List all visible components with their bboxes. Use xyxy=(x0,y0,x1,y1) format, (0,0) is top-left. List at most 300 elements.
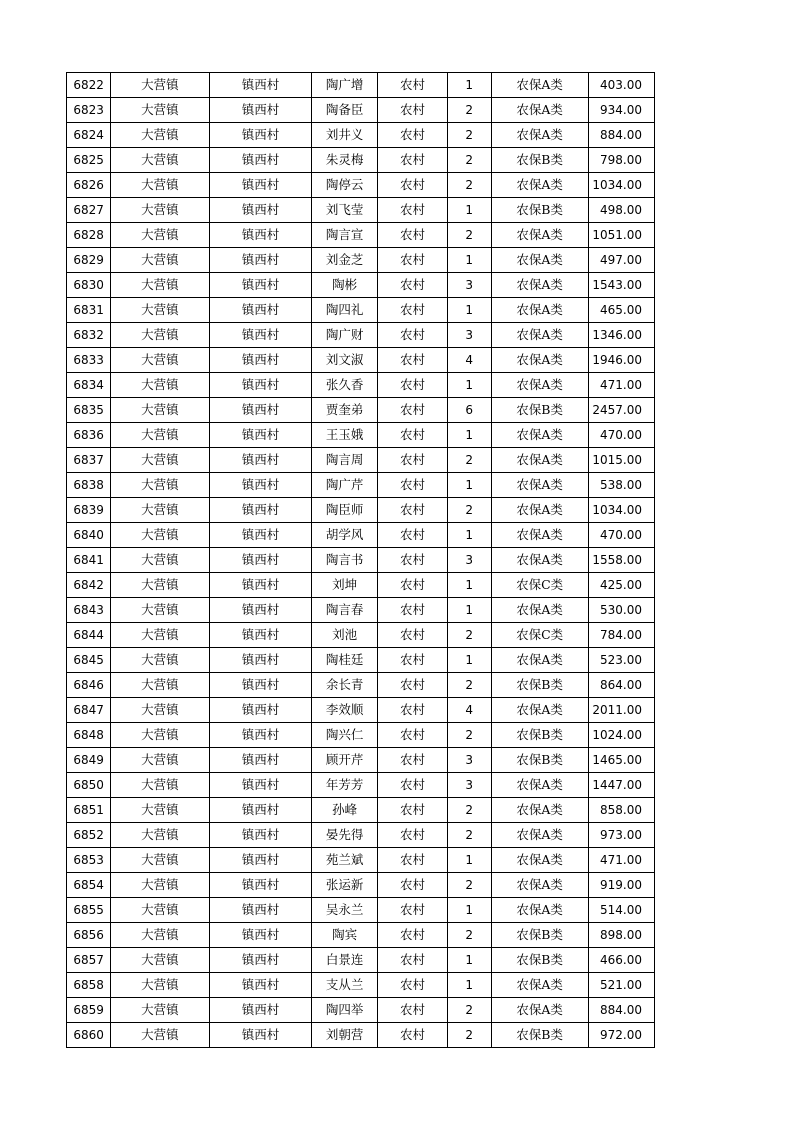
people-count-cell: 4 xyxy=(447,698,491,723)
town-cell: 大营镇 xyxy=(110,423,209,448)
name-cell: 陶言春 xyxy=(311,598,377,623)
household-type-cell: 农村 xyxy=(378,473,447,498)
name-cell: 刘朝营 xyxy=(311,1023,377,1048)
village-cell: 镇西村 xyxy=(209,1023,311,1048)
amount-cell: 498.00 xyxy=(588,198,654,223)
village-cell: 镇西村 xyxy=(209,423,311,448)
insurance-category-cell: 农保C类 xyxy=(491,573,588,598)
household-type-cell: 农村 xyxy=(378,698,447,723)
insurance-category-cell: 农保A类 xyxy=(491,898,588,923)
village-cell: 镇西村 xyxy=(209,123,311,148)
row-number-cell: 6860 xyxy=(67,1023,111,1048)
table-row xyxy=(67,323,655,348)
village-cell: 镇西村 xyxy=(209,98,311,123)
name-cell: 陶言书 xyxy=(311,548,377,573)
row-number-cell: 6857 xyxy=(67,948,111,973)
town-cell: 大营镇 xyxy=(110,848,209,873)
table-row xyxy=(67,823,655,848)
row-number-cell: 6850 xyxy=(67,773,111,798)
village-cell: 镇西村 xyxy=(209,948,311,973)
town-cell: 大营镇 xyxy=(110,123,209,148)
insurance-category-cell: 农保A类 xyxy=(491,423,588,448)
household-type-cell: 农村 xyxy=(378,173,447,198)
household-type-cell: 农村 xyxy=(378,323,447,348)
town-cell: 大营镇 xyxy=(110,723,209,748)
insurance-category-cell: 农保A类 xyxy=(491,373,588,398)
row-number-cell: 6840 xyxy=(67,523,111,548)
table-row xyxy=(67,448,655,473)
people-count-cell: 1 xyxy=(447,948,491,973)
people-count-cell: 1 xyxy=(447,523,491,548)
name-cell: 白景连 xyxy=(311,948,377,973)
village-cell: 镇西村 xyxy=(209,673,311,698)
village-cell: 镇西村 xyxy=(209,448,311,473)
name-cell: 刘池 xyxy=(311,623,377,648)
village-cell: 镇西村 xyxy=(209,748,311,773)
household-type-cell: 农村 xyxy=(378,598,447,623)
insurance-category-cell: 农保A类 xyxy=(491,523,588,548)
table-row xyxy=(67,848,655,873)
town-cell: 大营镇 xyxy=(110,923,209,948)
name-cell: 陶广财 xyxy=(311,323,377,348)
name-cell: 陶广芹 xyxy=(311,473,377,498)
name-cell: 刘井义 xyxy=(311,123,377,148)
row-number-cell: 6826 xyxy=(67,173,111,198)
row-number-cell: 6827 xyxy=(67,198,111,223)
amount-cell: 798.00 xyxy=(588,148,654,173)
table-row xyxy=(67,348,655,373)
amount-cell: 898.00 xyxy=(588,923,654,948)
town-cell: 大营镇 xyxy=(110,648,209,673)
insurance-category-cell: 农保B类 xyxy=(491,148,588,173)
amount-cell: 465.00 xyxy=(588,298,654,323)
row-number-cell: 6829 xyxy=(67,248,111,273)
table-row xyxy=(67,498,655,523)
town-cell: 大营镇 xyxy=(110,198,209,223)
village-cell: 镇西村 xyxy=(209,798,311,823)
amount-cell: 470.00 xyxy=(588,423,654,448)
amount-cell: 864.00 xyxy=(588,673,654,698)
insurance-category-cell: 农保A类 xyxy=(491,648,588,673)
people-count-cell: 1 xyxy=(447,423,491,448)
household-type-cell: 农村 xyxy=(378,398,447,423)
insurance-category-cell: 农保A类 xyxy=(491,498,588,523)
amount-cell: 523.00 xyxy=(588,648,654,673)
insurance-category-cell: 农保B类 xyxy=(491,723,588,748)
household-type-cell: 农村 xyxy=(378,798,447,823)
village-cell: 镇西村 xyxy=(209,698,311,723)
amount-cell: 1447.00 xyxy=(588,773,654,798)
benefit-table xyxy=(66,72,655,1048)
name-cell: 余长青 xyxy=(311,673,377,698)
row-number-cell: 6847 xyxy=(67,698,111,723)
name-cell: 孙峰 xyxy=(311,798,377,823)
table-row xyxy=(67,373,655,398)
amount-cell: 1051.00 xyxy=(588,223,654,248)
household-type-cell: 农村 xyxy=(378,298,447,323)
insurance-category-cell: 农保A类 xyxy=(491,973,588,998)
village-cell: 镇西村 xyxy=(209,473,311,498)
household-type-cell: 农村 xyxy=(378,923,447,948)
name-cell: 陶四礼 xyxy=(311,298,377,323)
household-type-cell: 农村 xyxy=(378,873,447,898)
amount-cell: 784.00 xyxy=(588,623,654,648)
town-cell: 大营镇 xyxy=(110,448,209,473)
town-cell: 大营镇 xyxy=(110,748,209,773)
people-count-cell: 2 xyxy=(447,623,491,648)
row-number-cell: 6849 xyxy=(67,748,111,773)
town-cell: 大营镇 xyxy=(110,223,209,248)
row-number-cell: 6838 xyxy=(67,473,111,498)
row-number-cell: 6823 xyxy=(67,98,111,123)
village-cell: 镇西村 xyxy=(209,223,311,248)
people-count-cell: 2 xyxy=(447,723,491,748)
amount-cell: 514.00 xyxy=(588,898,654,923)
insurance-category-cell: 农保A类 xyxy=(491,873,588,898)
amount-cell: 530.00 xyxy=(588,598,654,623)
amount-cell: 471.00 xyxy=(588,848,654,873)
amount-cell: 470.00 xyxy=(588,523,654,548)
table-row xyxy=(67,598,655,623)
village-cell: 镇西村 xyxy=(209,348,311,373)
amount-cell: 538.00 xyxy=(588,473,654,498)
insurance-category-cell: 农保B类 xyxy=(491,673,588,698)
insurance-category-cell: 农保A类 xyxy=(491,248,588,273)
people-count-cell: 1 xyxy=(447,73,491,98)
name-cell: 张久香 xyxy=(311,373,377,398)
name-cell: 贾奎弟 xyxy=(311,398,377,423)
insurance-category-cell: 农保B类 xyxy=(491,748,588,773)
row-number-cell: 6824 xyxy=(67,123,111,148)
amount-cell: 884.00 xyxy=(588,998,654,1023)
table-row xyxy=(67,148,655,173)
town-cell: 大营镇 xyxy=(110,773,209,798)
name-cell: 朱灵梅 xyxy=(311,148,377,173)
people-count-cell: 3 xyxy=(447,748,491,773)
household-type-cell: 农村 xyxy=(378,573,447,598)
amount-cell: 1946.00 xyxy=(588,348,654,373)
people-count-cell: 2 xyxy=(447,148,491,173)
amount-cell: 1034.00 xyxy=(588,173,654,198)
row-number-cell: 6845 xyxy=(67,648,111,673)
name-cell: 刘金芝 xyxy=(311,248,377,273)
row-number-cell: 6834 xyxy=(67,373,111,398)
name-cell: 陶四举 xyxy=(311,998,377,1023)
table-row xyxy=(67,773,655,798)
village-cell: 镇西村 xyxy=(209,573,311,598)
people-count-cell: 1 xyxy=(447,573,491,598)
name-cell: 陶备臣 xyxy=(311,98,377,123)
household-type-cell: 农村 xyxy=(378,423,447,448)
people-count-cell: 1 xyxy=(447,648,491,673)
village-cell: 镇西村 xyxy=(209,248,311,273)
household-type-cell: 农村 xyxy=(378,123,447,148)
people-count-cell: 2 xyxy=(447,123,491,148)
name-cell: 李效顺 xyxy=(311,698,377,723)
town-cell: 大营镇 xyxy=(110,998,209,1023)
table-row xyxy=(67,948,655,973)
household-type-cell: 农村 xyxy=(378,1023,447,1048)
table-row xyxy=(67,123,655,148)
name-cell: 年芳芳 xyxy=(311,773,377,798)
table-row xyxy=(67,723,655,748)
people-count-cell: 2 xyxy=(447,98,491,123)
row-number-cell: 6844 xyxy=(67,623,111,648)
name-cell: 晏先得 xyxy=(311,823,377,848)
village-cell: 镇西村 xyxy=(209,273,311,298)
village-cell: 镇西村 xyxy=(209,498,311,523)
table-row xyxy=(67,998,655,1023)
row-number-cell: 6855 xyxy=(67,898,111,923)
village-cell: 镇西村 xyxy=(209,848,311,873)
insurance-category-cell: 农保A类 xyxy=(491,323,588,348)
amount-cell: 884.00 xyxy=(588,123,654,148)
village-cell: 镇西村 xyxy=(209,823,311,848)
amount-cell: 919.00 xyxy=(588,873,654,898)
insurance-category-cell: 农保A类 xyxy=(491,223,588,248)
row-number-cell: 6854 xyxy=(67,873,111,898)
people-count-cell: 2 xyxy=(447,1023,491,1048)
row-number-cell: 6843 xyxy=(67,598,111,623)
amount-cell: 466.00 xyxy=(588,948,654,973)
town-cell: 大营镇 xyxy=(110,973,209,998)
people-count-cell: 2 xyxy=(447,873,491,898)
town-cell: 大营镇 xyxy=(110,873,209,898)
people-count-cell: 6 xyxy=(447,398,491,423)
village-cell: 镇西村 xyxy=(209,723,311,748)
insurance-category-cell: 农保B类 xyxy=(491,1023,588,1048)
town-cell: 大营镇 xyxy=(110,298,209,323)
row-number-cell: 6830 xyxy=(67,273,111,298)
table-row xyxy=(67,173,655,198)
insurance-category-cell: 农保A类 xyxy=(491,848,588,873)
row-number-cell: 6842 xyxy=(67,573,111,598)
people-count-cell: 3 xyxy=(447,273,491,298)
amount-cell: 1465.00 xyxy=(588,748,654,773)
table-row xyxy=(67,698,655,723)
household-type-cell: 农村 xyxy=(378,548,447,573)
amount-cell: 471.00 xyxy=(588,373,654,398)
insurance-category-cell: 农保A类 xyxy=(491,348,588,373)
people-count-cell: 1 xyxy=(447,598,491,623)
row-number-cell: 6822 xyxy=(67,73,111,98)
town-cell: 大营镇 xyxy=(110,523,209,548)
row-number-cell: 6831 xyxy=(67,298,111,323)
table-row xyxy=(67,248,655,273)
table-row xyxy=(67,548,655,573)
name-cell: 陶桂廷 xyxy=(311,648,377,673)
household-type-cell: 农村 xyxy=(378,773,447,798)
amount-cell: 425.00 xyxy=(588,573,654,598)
household-type-cell: 农村 xyxy=(378,748,447,773)
town-cell: 大营镇 xyxy=(110,573,209,598)
table-row xyxy=(67,873,655,898)
village-cell: 镇西村 xyxy=(209,73,311,98)
insurance-category-cell: 农保A类 xyxy=(491,548,588,573)
people-count-cell: 2 xyxy=(447,998,491,1023)
table-row xyxy=(67,273,655,298)
insurance-category-cell: 农保A类 xyxy=(491,448,588,473)
amount-cell: 1034.00 xyxy=(588,498,654,523)
name-cell: 陶彬 xyxy=(311,273,377,298)
row-number-cell: 6839 xyxy=(67,498,111,523)
table-row xyxy=(67,673,655,698)
row-number-cell: 6859 xyxy=(67,998,111,1023)
town-cell: 大营镇 xyxy=(110,148,209,173)
town-cell: 大营镇 xyxy=(110,823,209,848)
insurance-category-cell: 农保C类 xyxy=(491,623,588,648)
insurance-category-cell: 农保B类 xyxy=(491,923,588,948)
row-number-cell: 6858 xyxy=(67,973,111,998)
name-cell: 吴永兰 xyxy=(311,898,377,923)
household-type-cell: 农村 xyxy=(378,948,447,973)
people-count-cell: 2 xyxy=(447,798,491,823)
amount-cell: 972.00 xyxy=(588,1023,654,1048)
town-cell: 大营镇 xyxy=(110,323,209,348)
name-cell: 陶宾 xyxy=(311,923,377,948)
table-row xyxy=(67,973,655,998)
village-cell: 镇西村 xyxy=(209,923,311,948)
town-cell: 大营镇 xyxy=(110,498,209,523)
name-cell: 陶臣师 xyxy=(311,498,377,523)
amount-cell: 1015.00 xyxy=(588,448,654,473)
household-type-cell: 农村 xyxy=(378,498,447,523)
town-cell: 大营镇 xyxy=(110,273,209,298)
people-count-cell: 2 xyxy=(447,823,491,848)
village-cell: 镇西村 xyxy=(209,623,311,648)
name-cell: 胡学风 xyxy=(311,523,377,548)
people-count-cell: 2 xyxy=(447,673,491,698)
household-type-cell: 农村 xyxy=(378,98,447,123)
people-count-cell: 1 xyxy=(447,473,491,498)
people-count-cell: 1 xyxy=(447,373,491,398)
town-cell: 大营镇 xyxy=(110,898,209,923)
insurance-category-cell: 农保A类 xyxy=(491,473,588,498)
people-count-cell: 3 xyxy=(447,773,491,798)
table-row xyxy=(67,573,655,598)
town-cell: 大营镇 xyxy=(110,473,209,498)
household-type-cell: 农村 xyxy=(378,648,447,673)
town-cell: 大营镇 xyxy=(110,1023,209,1048)
village-cell: 镇西村 xyxy=(209,873,311,898)
amount-cell: 1543.00 xyxy=(588,273,654,298)
table-row xyxy=(67,623,655,648)
name-cell: 刘文淑 xyxy=(311,348,377,373)
village-cell: 镇西村 xyxy=(209,648,311,673)
village-cell: 镇西村 xyxy=(209,598,311,623)
village-cell: 镇西村 xyxy=(209,548,311,573)
name-cell: 刘坤 xyxy=(311,573,377,598)
household-type-cell: 农村 xyxy=(378,198,447,223)
people-count-cell: 2 xyxy=(447,173,491,198)
town-cell: 大营镇 xyxy=(110,398,209,423)
insurance-category-cell: 农保A类 xyxy=(491,98,588,123)
name-cell: 支从兰 xyxy=(311,973,377,998)
village-cell: 镇西村 xyxy=(209,148,311,173)
people-count-cell: 1 xyxy=(447,898,491,923)
people-count-cell: 3 xyxy=(447,323,491,348)
people-count-cell: 1 xyxy=(447,198,491,223)
insurance-category-cell: 农保A类 xyxy=(491,773,588,798)
town-cell: 大营镇 xyxy=(110,248,209,273)
town-cell: 大营镇 xyxy=(110,548,209,573)
people-count-cell: 1 xyxy=(447,848,491,873)
people-count-cell: 2 xyxy=(447,498,491,523)
row-number-cell: 6841 xyxy=(67,548,111,573)
people-count-cell: 1 xyxy=(447,298,491,323)
table-row xyxy=(67,798,655,823)
row-number-cell: 6851 xyxy=(67,798,111,823)
people-count-cell: 1 xyxy=(447,973,491,998)
village-cell: 镇西村 xyxy=(209,323,311,348)
household-type-cell: 农村 xyxy=(378,623,447,648)
household-type-cell: 农村 xyxy=(378,223,447,248)
town-cell: 大营镇 xyxy=(110,698,209,723)
people-count-cell: 3 xyxy=(447,548,491,573)
household-type-cell: 农村 xyxy=(378,723,447,748)
village-cell: 镇西村 xyxy=(209,773,311,798)
household-type-cell: 农村 xyxy=(378,973,447,998)
table-row xyxy=(67,298,655,323)
row-number-cell: 6848 xyxy=(67,723,111,748)
town-cell: 大营镇 xyxy=(110,373,209,398)
amount-cell: 521.00 xyxy=(588,973,654,998)
household-type-cell: 农村 xyxy=(378,998,447,1023)
household-type-cell: 农村 xyxy=(378,823,447,848)
table-row xyxy=(67,1023,655,1048)
amount-cell: 1346.00 xyxy=(588,323,654,348)
town-cell: 大营镇 xyxy=(110,623,209,648)
village-cell: 镇西村 xyxy=(209,298,311,323)
name-cell: 张运新 xyxy=(311,873,377,898)
row-number-cell: 6833 xyxy=(67,348,111,373)
village-cell: 镇西村 xyxy=(209,898,311,923)
village-cell: 镇西村 xyxy=(209,998,311,1023)
name-cell: 陶停云 xyxy=(311,173,377,198)
name-cell: 陶言周 xyxy=(311,448,377,473)
household-type-cell: 农村 xyxy=(378,448,447,473)
row-number-cell: 6852 xyxy=(67,823,111,848)
name-cell: 陶言宣 xyxy=(311,223,377,248)
amount-cell: 973.00 xyxy=(588,823,654,848)
row-number-cell: 6846 xyxy=(67,673,111,698)
people-count-cell: 2 xyxy=(447,448,491,473)
insurance-category-cell: 农保A类 xyxy=(491,273,588,298)
amount-cell: 1558.00 xyxy=(588,548,654,573)
amount-cell: 2457.00 xyxy=(588,398,654,423)
town-cell: 大营镇 xyxy=(110,173,209,198)
people-count-cell: 2 xyxy=(447,923,491,948)
insurance-category-cell: 农保A类 xyxy=(491,698,588,723)
table-row xyxy=(67,73,655,98)
village-cell: 镇西村 xyxy=(209,398,311,423)
name-cell: 刘飞莹 xyxy=(311,198,377,223)
row-number-cell: 6835 xyxy=(67,398,111,423)
people-count-cell: 4 xyxy=(447,348,491,373)
town-cell: 大营镇 xyxy=(110,348,209,373)
row-number-cell: 6828 xyxy=(67,223,111,248)
amount-cell: 1024.00 xyxy=(588,723,654,748)
insurance-category-cell: 农保B类 xyxy=(491,398,588,423)
village-cell: 镇西村 xyxy=(209,523,311,548)
insurance-category-cell: 农保A类 xyxy=(491,73,588,98)
insurance-category-cell: 农保B类 xyxy=(491,948,588,973)
household-type-cell: 农村 xyxy=(378,848,447,873)
town-cell: 大营镇 xyxy=(110,598,209,623)
amount-cell: 2011.00 xyxy=(588,698,654,723)
household-type-cell: 农村 xyxy=(378,673,447,698)
table-row xyxy=(67,923,655,948)
